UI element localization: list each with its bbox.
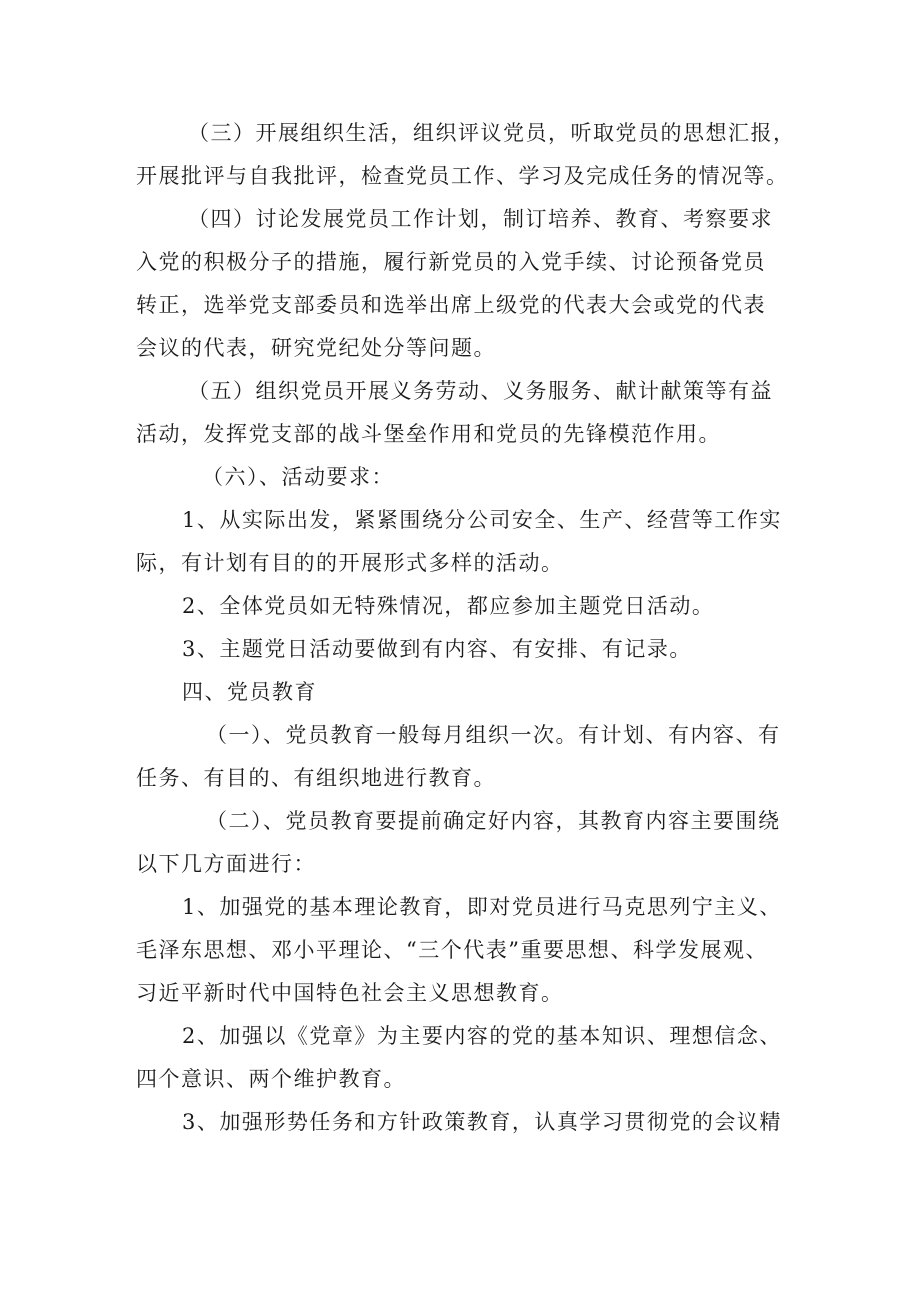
paragraph-line: 毛泽东思想、邓小平理论、“三个代表”重要思想、科学发展观、 — [136, 938, 768, 962]
section-heading: （六）、活动要求： — [202, 465, 394, 489]
paragraph-line: （一）、党员教育一般每月组织一次。有计划、有内容、有 — [206, 723, 781, 747]
paragraph-line: 转正，选举党支部委员和选举出席上级党的代表大会或党的代表 — [136, 293, 766, 317]
paragraph-line: 3、加强形势任务和方针政策教育，认真学习贯彻党的会议精 — [182, 1110, 782, 1134]
paragraph-line: （四）讨论发展党员工作计划，制订培养、教育、考察要求 — [188, 207, 773, 231]
paragraph-line: （五）组织党员开展义务劳动、义务服务、献计献策等有益 — [188, 379, 773, 403]
paragraph-line: 会议的代表，研究党纪处分等问题。 — [136, 336, 496, 360]
paragraph-line: 以下几方面进行： — [136, 852, 316, 876]
paragraph-line: 2、加强以《党章》为主要内容的党的基本知识、理想信念、 — [182, 1024, 782, 1048]
paragraph-line: 开展批评与自我批评，检查党员工作、学习及完成任务的情况等。 — [136, 164, 789, 188]
section-heading: 四、党员教育 — [182, 680, 317, 704]
paragraph-line: （二）、党员教育要提前确定好内容，其教育内容主要围绕 — [206, 809, 781, 833]
paragraph-line: （三）开展组织生活，组织评议党员，听取党员的思想汇报， — [188, 121, 796, 145]
paragraph-line: 习近平新时代中国特色社会主义思想教育。 — [136, 981, 564, 1005]
paragraph-line: 活动，发挥党支部的战斗堡垒作用和党员的先锋模范作用。 — [136, 422, 721, 446]
document-body — [136, 112, 826, 1144]
paragraph-line: 1、从实际出发，紧紧围绕分公司安全、生产、经营等工作实 — [182, 508, 782, 532]
paragraph-line: 四个意识、两个维护教育。 — [136, 1067, 406, 1091]
paragraph-line: 任务、有目的、有组织地进行教育。 — [136, 766, 496, 790]
paragraph-line: 2、全体党员如无特殊情况，都应参加主题党日活动。 — [182, 594, 715, 618]
paragraph-line: 1、加强党的基本理论教育，即对党员进行马克思列宁主义、 — [182, 895, 782, 919]
paragraph-line: 际，有计划有目的的开展形式多样的活动。 — [136, 551, 564, 575]
paragraph-line: 入党的积极分子的措施，履行新党员的入党手续、讨论预备党员 — [136, 250, 766, 274]
paragraph-line: 3、主题党日活动要做到有内容、有安排、有记录。 — [182, 637, 692, 661]
